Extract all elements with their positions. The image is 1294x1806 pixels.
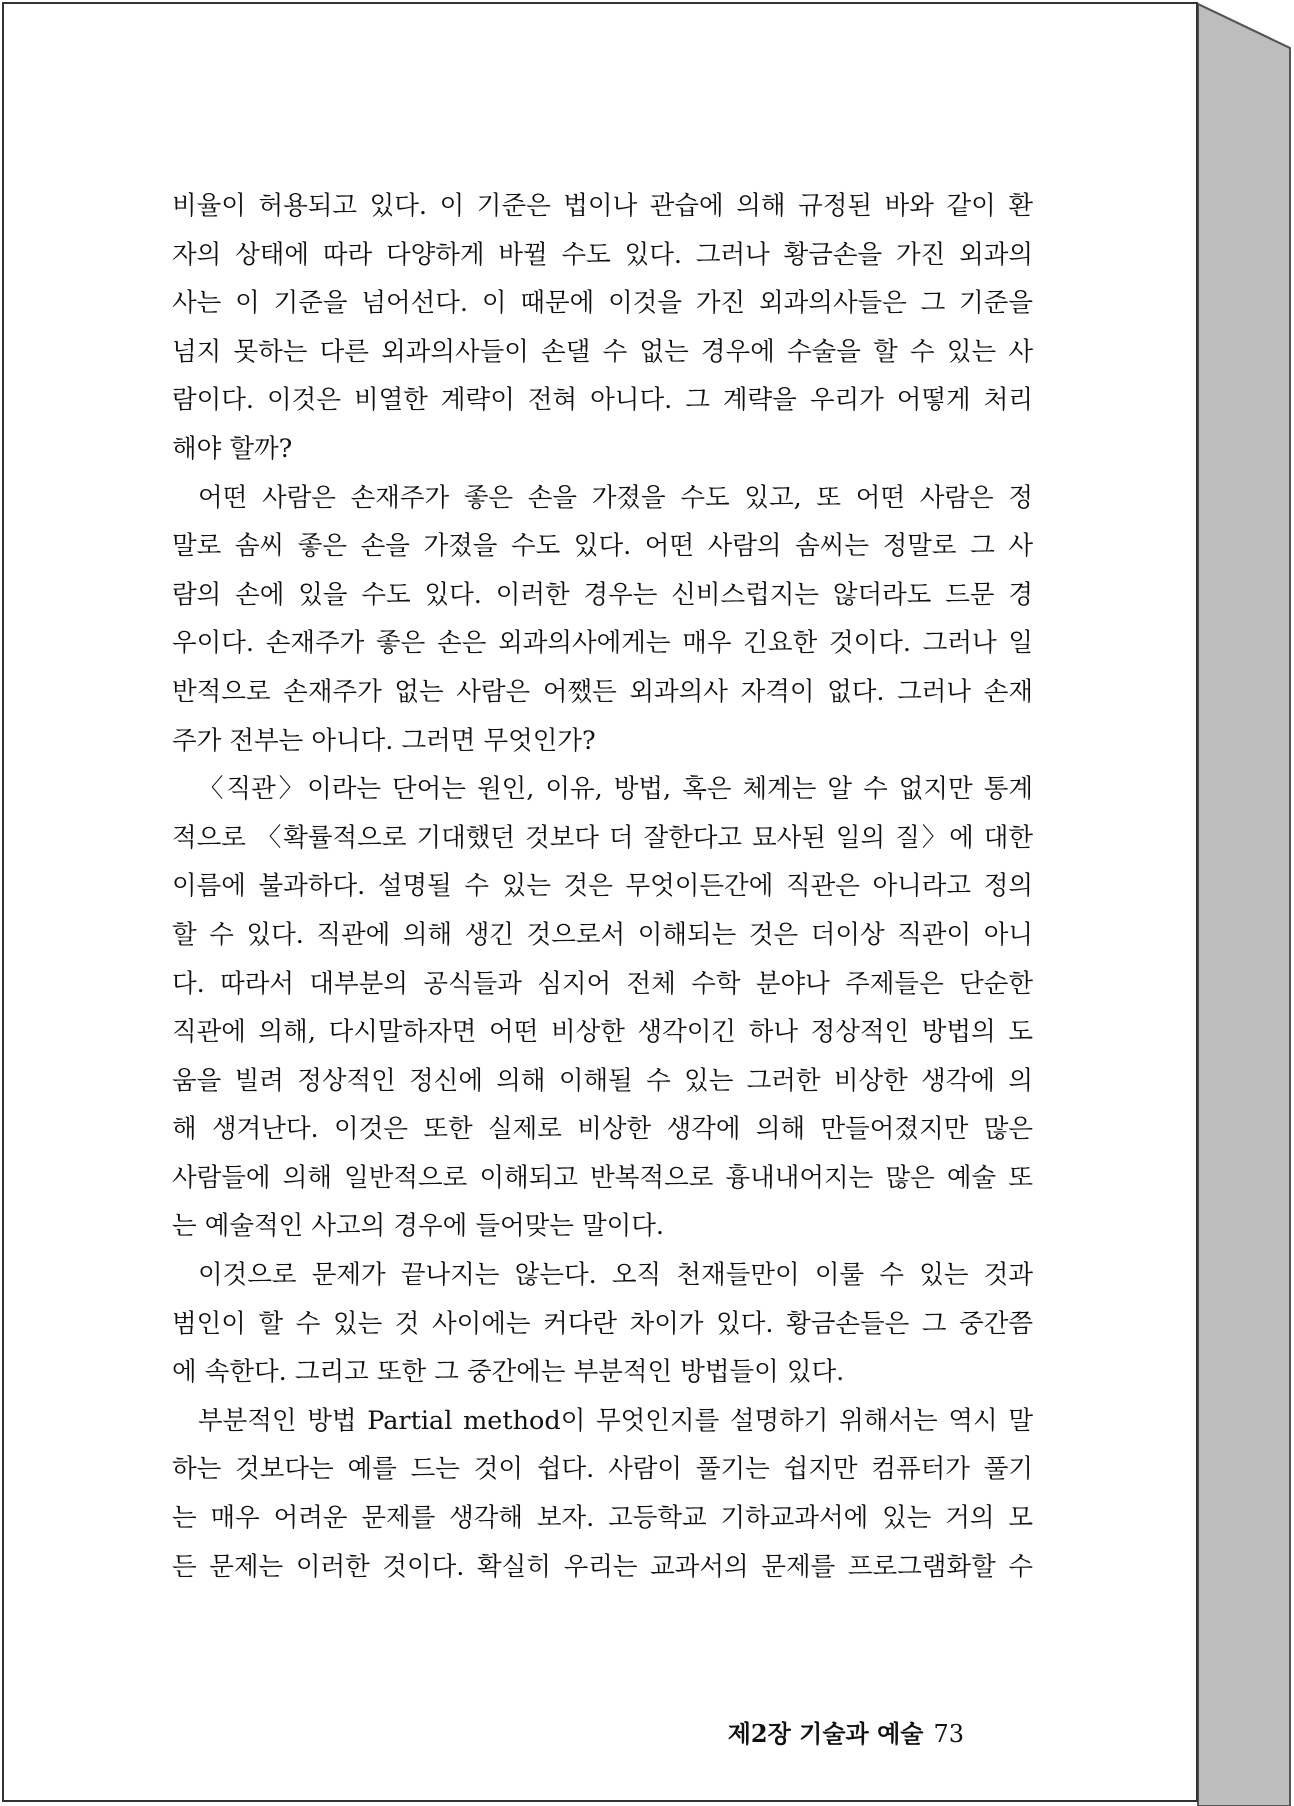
text-line: 부분적인 방법 Partial method이 무엇인지를 설명하기 위해서는 역시 말 bbox=[198, 1405, 1033, 1436]
text-line: 주가 전부는 아니다. 그러면 무엇인가? bbox=[172, 725, 596, 756]
text-line: 사람들에 의해 일반적으로 이해되고 반복적으로 흉내내어지는 많은 예술 또 bbox=[172, 1162, 1033, 1193]
text-line: 자의 상태에 따라 다양하게 바뀔 수도 있다. 그러나 황금손을 가진 외과의 bbox=[172, 239, 1033, 270]
paragraph-5 bbox=[172, 1397, 1033, 1591]
text-line: 람의 손에 있을 수도 있다. 이러한 경우는 신비스럽지는 않더라도 드문 경 bbox=[172, 579, 1033, 610]
paragraph-4 bbox=[172, 1251, 1033, 1397]
paragraph-3 bbox=[172, 765, 1033, 1251]
body-text bbox=[172, 182, 1033, 1591]
text-line: 넘지 못하는 다른 외과의사들이 손댈 수 없는 경우에 수술을 할 수 있는 사 bbox=[172, 336, 1033, 367]
running-footer bbox=[728, 1714, 964, 1749]
text-line: 우이다. 손재주가 좋은 손은 외과의사에게는 매우 긴요한 것이다. 그러나 일 bbox=[172, 628, 1033, 659]
paragraph-1 bbox=[172, 182, 1033, 474]
text-line: 사는 이 기준을 넘어선다. 이 때문에 이것을 가진 외과의사들은 그 기준을 bbox=[172, 288, 1033, 319]
text-line: 적으로 〈확률적으로 기대했던 것보다 더 잘한다고 묘사된 일의 질〉에 대한 bbox=[172, 822, 1033, 853]
text-line: 해 생겨난다. 이것은 또한 실제로 비상한 생각에 의해 만들어졌지만 많은 bbox=[172, 1114, 1033, 1145]
text-line: 반적으로 손재주가 없는 사람은 어쨌든 외과의사 자격이 없다. 그러나 손재 bbox=[172, 676, 1033, 707]
text-line: 할 수 있다. 직관에 의해 생긴 것으로서 이해되는 것은 더이상 직관이 아니 bbox=[172, 919, 1033, 950]
page-number: 73 bbox=[933, 1720, 964, 1748]
text-line: 에 속한다. 그리고 또한 그 중간에는 부분적인 방법들이 있다. bbox=[172, 1357, 845, 1388]
text-line: 이름에 불과하다. 설명될 수 있는 것은 무엇이든간에 직관은 아니라고 정의 bbox=[172, 871, 1033, 902]
book-page bbox=[2, 2, 1198, 1802]
text-line: 범인이 할 수 있는 것 사이에는 커다란 차이가 있다. 황금손들은 그 중간쯤 bbox=[172, 1308, 1033, 1339]
text-line: 람이다. 이것은 비열한 계략이 전혀 아니다. 그 계략을 우리가 어떻게 처리 bbox=[172, 385, 1033, 416]
text-line: 는 예술적인 사고의 경우에 들어맞는 말이다. bbox=[172, 1211, 665, 1242]
text-line: 다. 따라서 대부분의 공식들과 심지어 전체 수학 분야나 주제들은 단순한 bbox=[172, 968, 1033, 999]
chapter-title: 제2장 기술과 예술 bbox=[727, 1719, 924, 1748]
text-line: 는 매우 어려운 문제를 생각해 보자. 고등학교 기하교과서에 있는 거의 모 bbox=[172, 1503, 1033, 1534]
text-line: 하는 것보다는 예를 드는 것이 쉽다. 사람이 풀기는 쉽지만 컴퓨터가 풀기 bbox=[172, 1454, 1033, 1485]
paragraph-2 bbox=[172, 474, 1033, 766]
text-line: 말로 솜씨 좋은 손을 가졌을 수도 있다. 어떤 사람의 솜씨는 정말로 그 사 bbox=[172, 531, 1033, 562]
text-line: 움을 빌려 정상적인 정신에 의해 이해될 수 있는 그러한 비상한 생각에 의 bbox=[172, 1065, 1033, 1096]
text-line: 어떤 사람은 손재주가 좋은 손을 가졌을 수도 있고, 또 어떤 사람은 정 bbox=[198, 482, 1033, 513]
text-line: 〈직관〉이라는 단어는 원인, 이유, 방법, 혹은 체계는 알 수 없지만 통계 bbox=[198, 774, 1033, 805]
text-line: 직관에 의해, 다시말하자면 어떤 비상한 생각이긴 하나 정상적인 방법의 도 bbox=[172, 1017, 1033, 1048]
text-line: 이것으로 문제가 끝나지는 않는다. 오직 천재들만이 이룰 수 있는 것과 bbox=[198, 1260, 1033, 1291]
text-line: 해야 할까? bbox=[172, 433, 293, 464]
text-line: 든 문제는 이러한 것이다. 확실히 우리는 교과서의 문제를 프로그램화할 수 bbox=[172, 1551, 1033, 1582]
text-line: 비율이 허용되고 있다. 이 기준은 법이나 관습에 의해 규정된 바와 같이 환 bbox=[172, 191, 1033, 221]
